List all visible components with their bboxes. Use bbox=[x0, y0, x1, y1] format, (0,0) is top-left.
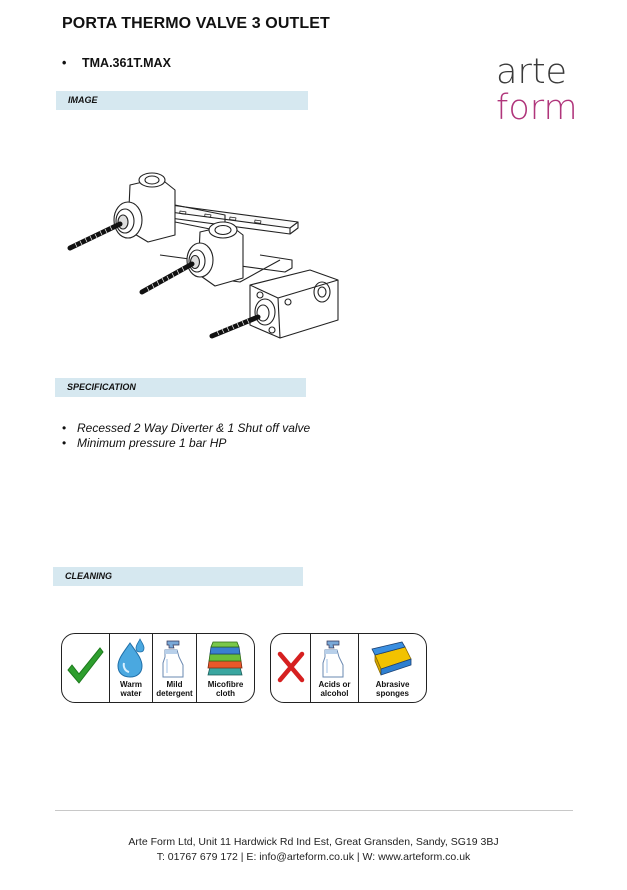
sponge-icon bbox=[359, 637, 425, 681]
logo-line-form: form bbox=[496, 88, 578, 128]
footer-contact: T: 01767 679 172 | E: info@arteform.co.uk | W: www.arteform.co.uk bbox=[156, 851, 471, 863]
forbidden-cell bbox=[271, 634, 311, 702]
abrasive-sponges-label: Abrasive sponges bbox=[375, 680, 410, 698]
spray-bottle-icon bbox=[153, 637, 195, 681]
microfibre-cloth-label: Micofibre cloth bbox=[207, 680, 244, 698]
arteform-logo bbox=[496, 54, 578, 126]
section-bar-image: IMAGE bbox=[56, 91, 308, 110]
product-code: TMA.361T.MAX bbox=[82, 56, 171, 70]
footer-divider bbox=[55, 810, 573, 811]
section-bar-specification: SPECIFICATION bbox=[55, 378, 306, 397]
abrasive-sponges-cell bbox=[358, 634, 426, 702]
product-code-row bbox=[62, 56, 171, 70]
section-bar-cleaning: CLEANING bbox=[53, 567, 303, 586]
warm-water-cell bbox=[109, 634, 152, 702]
water-drops-icon bbox=[110, 637, 151, 681]
cloth-stack-icon bbox=[197, 637, 253, 681]
cleaning-allowed-box bbox=[61, 633, 255, 703]
mild-detergent-cell bbox=[152, 634, 196, 702]
specification-list bbox=[62, 421, 310, 451]
mild-detergent-label: Mild detergent bbox=[156, 680, 193, 698]
page-title: PORTA THERMO VALVE 3 OUTLET bbox=[62, 15, 330, 32]
logo-line-arte: arte bbox=[496, 52, 568, 92]
footer-address: Arte Form Ltd, Unit 11 Hardwick Rd Ind Est, Great Gransden, Sandy, SG19 3BJ bbox=[128, 836, 499, 848]
valve-drawing bbox=[60, 160, 350, 350]
acids-alcohol-cell bbox=[310, 634, 358, 702]
warm-water-label: Warm water bbox=[120, 680, 142, 698]
acids-alcohol-label: Acids or alcohol bbox=[318, 680, 351, 698]
list-item: • Minimum pressure 1 bar HP bbox=[62, 436, 227, 450]
microfibre-cloth-cell bbox=[196, 634, 254, 702]
spray-bottle-icon bbox=[311, 637, 357, 681]
bullet: • bbox=[62, 56, 67, 70]
list-item: • Recessed 2 Way Diverter & 1 Shut off valve bbox=[62, 421, 311, 435]
allowed-cell bbox=[62, 634, 110, 702]
cleaning-forbidden-box bbox=[270, 633, 427, 703]
cross-icon bbox=[271, 634, 311, 702]
checkmark-icon bbox=[62, 634, 110, 702]
